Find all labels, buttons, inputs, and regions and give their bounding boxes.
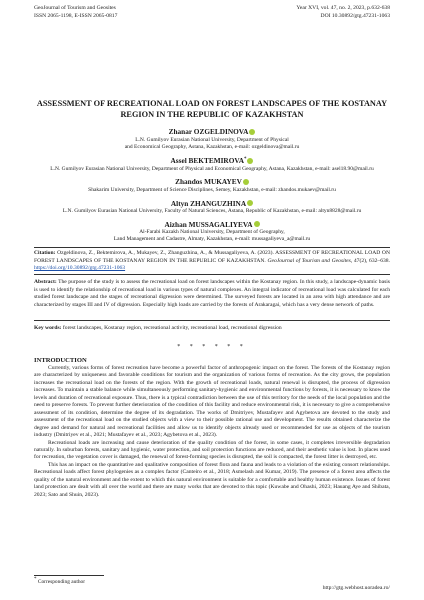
divider <box>34 274 390 275</box>
orcid-icon[interactable] <box>247 158 253 164</box>
abstract-label: Abstract: <box>34 279 57 285</box>
author-list <box>34 127 390 248</box>
divider <box>34 320 390 321</box>
journal-name: GeoJournal of Tourism and Geosites <box>34 5 116 11</box>
author-affiliation: and Economical Geography, Astana, Kazakhstan, e-mail: ozgeldinova@mail.ru <box>124 143 300 150</box>
author-affiliation: Land Management and Cadastre, Almaty, Kazakhstan, e-mail: mussagaliyeva_a@mail.ru <box>113 236 311 243</box>
author-name: Aizhan MUSSAGALIYEVA <box>164 219 253 229</box>
author-name: Zhandos MUKAYEV <box>175 177 242 187</box>
citation-block <box>34 250 390 273</box>
orcid-icon[interactable] <box>243 179 249 185</box>
author-block <box>34 199 390 216</box>
orcid-icon[interactable] <box>247 200 253 206</box>
corresponding-star-icon: * <box>243 157 247 163</box>
citation-pages: , 47(2), 632–638. <box>350 257 390 264</box>
citation-journal: GeoJournal of Tourism and Geosites <box>267 257 351 264</box>
paragraph: Recreational loads are increasing and cause deterioration of the quality condition of the forest, in some cases, it completes irreversible degradation naturally. In suburban forests, sanitary and hygienic, water protection, and soil protection functions are reduced, and their aesthetic value is lost. In places used for recreation, the vegetation cover is damaged, the renewal of forest-forming species is disrupted, the soil is compacted, the forest litter is destroyed, etc. <box>34 439 390 461</box>
volume-info: Year XVI, vol. 47, no. 2, 2023, p.632-638 <box>296 5 390 11</box>
doi-info: DOI 10.30892/gtg.47231-1063 <box>320 12 390 19</box>
citation-label: Citation: <box>34 250 56 256</box>
header-right <box>296 5 390 20</box>
author-block <box>34 127 390 151</box>
paper-title: ASSESSMENT OF RECREATIONAL LOAD ON FOREST LANDSCAPES OF THE KOSTANAY REGION IN THE REPUBLIC OF KAZAKHSTAN <box>36 99 388 119</box>
paragraph: Currently, various forms of forest recreation have become a powerful factor of anthropogenic impact on the forest. The forests of the Kostanay region are characterized by uniqueness and favorable conditions for tourism and the organization of various forms of recreation. As the city grows, the population increases the recreational load on the forests of the region. With the growth of recreational loads, natural renewal is disrupted, the process of digression increases. To maintain a stable balance while simultaneously performing sanitary-hygienic and environmental functions by forests, it is necessary to know the levels and duration of recreational exposure. Thus, there is a typical contradiction between the use of this territory for the needs of the local population and the need to preserve forests. To prevent further deterioration of the condition of this facility and reduce environmental risk, it is necessary to give a comprehensive assessment of its condition, determine the degree of its degradation. The works of Dmitriyev, Mustafayev and Agybetova are devoted to the study and assessment of the recreational load on the studied objects with a view to their possible rational use and development. The results obtained characterize the degree and demand for natural and recreational facilities and allow us to identify objects already used or recommended for use as objects of the tourism industry (Dmitriyev et al., 2021; Mustafayev et al., 2023; Agybetova et al., 2023). <box>34 365 390 439</box>
citation-doi-link[interactable]: https://doi.org/10.30892/gtg.47231-1063 <box>34 265 126 272</box>
footnote-rule <box>34 575 104 576</box>
author-name: Altyn ZHANGUZHINA <box>170 198 247 208</box>
header-left <box>34 5 117 20</box>
orcid-icon[interactable] <box>254 221 260 227</box>
author-name: Zhanar OZGELDINOVA <box>168 127 249 136</box>
citation-text: Ozgeldinova, Z., Bektemirova, A., Mukayev, Z., Zhanguzhina, A., & Mussagaliyeva, A. (2023). ASSESSMENT OF RECREATIONAL LOAD ON FOREST LANDSCAPES OF THE KOSTANAY REGION IN THE REPUBLIC OF KAZAKHSTAN. <box>34 250 390 264</box>
author-affiliation: L.N. Gumilyov Eurasian National University, Department of Physical and Economical Geography, Astana, Kazakhstan, e-mail: asel18.90@mail.ru <box>50 165 374 172</box>
keywords-label: Key words: <box>34 325 62 331</box>
issn: ISSN 2065-1198, E-ISSN 2065-0817 <box>34 12 118 19</box>
keywords-block <box>34 325 390 333</box>
section-heading: INTRODUCTION <box>34 357 87 364</box>
paragraph: This has an impact on the quantitative and qualitative composition of forest flora and fauna and leads to a violation of the existing consort relationships. Recreational loads affect forest phylogenies as a complex factor (Canteiro et al., 2018; Asmelash and Kumar, 2019). The presence of a forest area affects the quality of the natural environment and the extent to which this natural environment is suitable for a comfortable and healthy human existence. Issues of forest land protection are dealt with all over the world and there are many works that are devoted to this topic (Kuwabe and Ohashi, 2023; Hauang Aye and Shibata, 2023; Sato and Shuin, 2023). <box>34 461 390 498</box>
author-block <box>34 177 390 194</box>
author-affiliation: Al-Farabi Kazakh National University, Department of Geography, <box>139 229 285 236</box>
abstract-text: The purpose of the study is to assess the recreational load on forest landscapes within the Kostanay region. In this study, a landscape-dynamic basis is used to identify the relationship of recreational load in various types of natural complexes. An integral indicator of recreational load was calculated for each studied forest landscape and the stages of recreational digression were determined. The surveyed forests are located in an area with high attendance and are characterized by stages III and IV of digression. Especially high loads are carried by the forests of Arakaragai, which has a very dense network of paths. <box>34 279 390 308</box>
footnote-star-icon: * <box>34 577 37 582</box>
author-block <box>34 155 390 173</box>
author-affiliation: L.N. Gumilyov Eurasian National University, Department of Physical <box>135 136 289 143</box>
author-block <box>34 220 390 244</box>
abstract-block <box>34 279 390 309</box>
intro-body <box>34 365 390 499</box>
author-name: Assel BEKTEMIROVA <box>170 156 244 166</box>
author-affiliation: Shakarim University, Department of Science Disciplines, Semey, Kazakhstan, e-mail: zhandos.mukaev@mail.ru <box>88 186 336 193</box>
orcid-icon[interactable] <box>249 129 255 135</box>
divider <box>34 247 390 248</box>
footer-url[interactable]: http://gtg.webhost.uoradea.ro/ <box>322 585 390 591</box>
section-separator: * * * * * * <box>177 344 247 350</box>
footnote <box>34 577 85 585</box>
author-affiliation: L.N. Gumilyov Eurasian National University, Faculty of Natural Sciences, Astana, Republic of Kazakhstan, e-mail: altyn8828@mail.ru <box>62 208 362 215</box>
keywords-text: forest landscapes, Kostanay region, recreational activity, recreational load, recreational digression <box>62 325 282 331</box>
footnote-text: Corresponding author <box>37 579 86 585</box>
